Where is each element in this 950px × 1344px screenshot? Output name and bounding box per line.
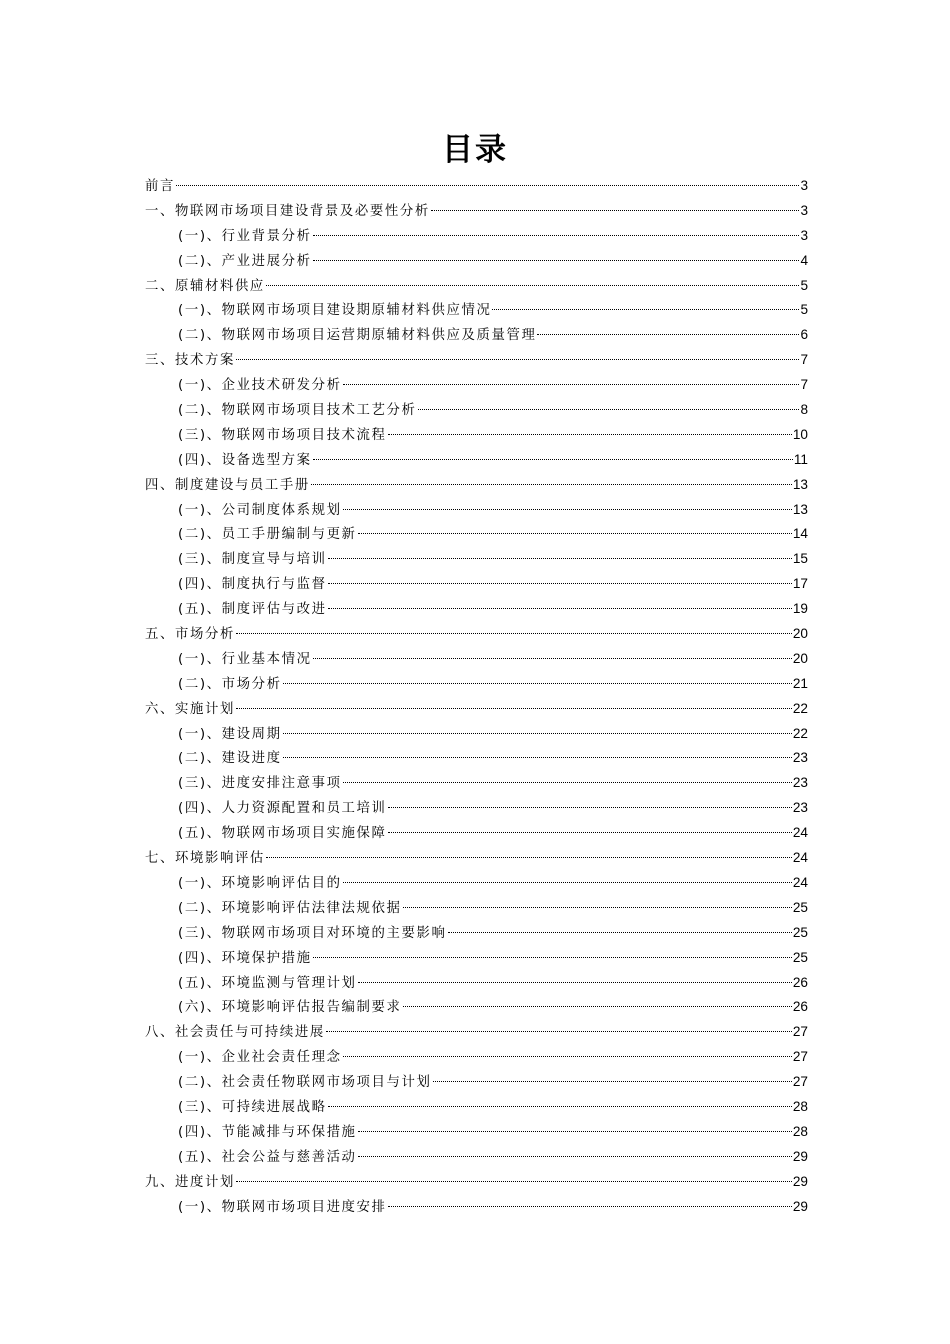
toc-leader-dots xyxy=(358,1142,792,1157)
toc-leader-dots xyxy=(311,470,792,485)
toc-page-number: 19 xyxy=(792,601,808,617)
toc-leader-dots xyxy=(236,1167,792,1182)
toc-page-number: 29 xyxy=(792,1148,808,1164)
toc-leader-dots xyxy=(313,644,792,659)
toc-page-number: 8 xyxy=(800,402,808,418)
toc-page-number: 11 xyxy=(793,451,808,467)
page-title: 目录 xyxy=(442,132,508,168)
toc-entry-label: (二)、环境影响评估法律法规依据 xyxy=(178,900,402,916)
toc-entry-label: (二)、员工手册编制与更新 xyxy=(178,527,357,543)
toc-leader-dots xyxy=(448,918,792,933)
toc-leader-dots xyxy=(283,719,792,734)
toc-page-number: 20 xyxy=(792,626,808,642)
toc-page-number: 22 xyxy=(792,700,808,716)
toc-entry-label: (五)、物联网市场项目实施保障 xyxy=(178,826,387,842)
toc-entry-label: (四)、人力资源配置和员工培训 xyxy=(178,801,387,817)
toc-page-number: 5 xyxy=(800,277,808,293)
toc-entry-label: (二)、社会责任物联网市场项目与计划 xyxy=(178,1075,432,1091)
toc-page-number: 7 xyxy=(800,377,808,393)
toc-entry-label: (五)、社会公益与慈善活动 xyxy=(178,1149,357,1165)
toc-entry-label: 六、实施计划 xyxy=(145,701,235,717)
toc-leader-dots xyxy=(313,221,800,236)
toc-leader-dots xyxy=(266,271,800,286)
toc-entry-label: 三、技术方案 xyxy=(145,353,235,369)
toc-entry-label: (四)、环境保护措施 xyxy=(178,950,312,966)
toc-entry-label: (二)、建设进度 xyxy=(178,751,282,767)
toc-page-number: 13 xyxy=(792,476,808,492)
toc-entry-label: 二、原辅材料供应 xyxy=(145,278,265,294)
toc-entry-label: 四、制度建设与员工手册 xyxy=(145,477,310,493)
toc-leader-dots xyxy=(388,1192,792,1207)
toc-page-number: 29 xyxy=(792,1173,808,1189)
toc-page-number: 4 xyxy=(800,252,808,268)
toc-page-number: 26 xyxy=(792,974,808,990)
toc-leader-dots xyxy=(343,868,792,883)
toc-entry-label: (四)、设备选型方案 xyxy=(178,452,312,468)
toc-leader-dots xyxy=(388,818,792,833)
toc-leader-dots xyxy=(313,445,793,460)
toc-page-number: 23 xyxy=(792,775,808,791)
toc-leader-dots xyxy=(328,544,792,559)
toc-entry-label: 七、环境影响评估 xyxy=(145,851,265,867)
toc-page-number: 22 xyxy=(792,725,808,741)
toc-leader-dots xyxy=(388,420,792,435)
toc-page-number: 10 xyxy=(792,426,808,442)
toc-entry-label: (六)、环境影响评估报告编制要求 xyxy=(178,1000,402,1016)
toc-leader-dots xyxy=(236,619,792,634)
toc-entry-label: 八、社会责任与可持续进展 xyxy=(145,1025,325,1041)
toc-page-number: 21 xyxy=(792,675,808,691)
toc-page-number: 20 xyxy=(792,650,808,666)
toc-page-number: 25 xyxy=(792,899,808,915)
toc-leader-dots xyxy=(403,992,792,1007)
toc-entry-label: (二)、物联网市场项目运营期原辅材料供应及质量管理 xyxy=(178,328,537,344)
toc-page-number: 5 xyxy=(800,302,808,318)
toc-page-number: 24 xyxy=(792,874,808,890)
toc-page-number: 23 xyxy=(792,750,808,766)
toc-entry-label: 五、市场分析 xyxy=(145,627,235,643)
toc-leader-dots xyxy=(313,943,792,958)
toc-leader-dots xyxy=(236,694,792,709)
toc-page-number: 6 xyxy=(800,327,808,343)
toc-subentry[interactable] xyxy=(145,1195,808,1220)
toc-entry-label: (一)、企业社会责任理念 xyxy=(178,1050,342,1066)
toc-page-number: 27 xyxy=(792,1074,808,1090)
toc-entry-label: 一、物联网市场项目建设背景及必要性分析 xyxy=(145,203,430,219)
toc-leader-dots xyxy=(343,370,800,385)
toc-entry-label: (四)、制度执行与监督 xyxy=(178,577,327,593)
toc-leader-dots xyxy=(343,768,792,783)
toc-entry-label: (一)、行业基本情况 xyxy=(178,651,312,667)
toc-page-number: 3 xyxy=(800,202,808,218)
toc-leader-dots xyxy=(492,295,799,310)
toc-leader-dots xyxy=(176,171,799,186)
toc-entry-label: (一)、环境影响评估目的 xyxy=(178,875,342,891)
toc-leader-dots xyxy=(328,594,792,609)
toc-leader-dots xyxy=(418,395,800,410)
toc-entry-label: (二)、产业进展分析 xyxy=(178,253,312,269)
toc-leader-dots xyxy=(283,669,792,684)
toc-leader-dots xyxy=(266,843,792,858)
toc-leader-dots xyxy=(431,196,800,211)
toc-list xyxy=(145,174,808,1219)
toc-leader-dots xyxy=(328,1092,792,1107)
toc-page-number: 7 xyxy=(800,352,808,368)
toc-leader-dots xyxy=(388,793,792,808)
toc-entry-label: (一)、行业背景分析 xyxy=(178,228,312,244)
toc-entry-label: (二)、市场分析 xyxy=(178,676,282,692)
toc-leader-dots xyxy=(326,1017,792,1032)
toc-leader-dots xyxy=(283,743,792,758)
toc-leader-dots xyxy=(403,893,792,908)
toc-leader-dots xyxy=(358,1117,792,1132)
toc-leader-dots xyxy=(537,320,799,335)
toc-page-number: 24 xyxy=(792,850,808,866)
toc-entry-label: (三)、物联网市场项目技术流程 xyxy=(178,427,387,443)
toc-page-number: 28 xyxy=(792,1123,808,1139)
toc-page-number: 3 xyxy=(800,227,808,243)
toc-entry-label: (五)、环境监测与管理计划 xyxy=(178,975,357,991)
toc-entry-label: 九、进度计划 xyxy=(145,1174,235,1190)
toc-leader-dots xyxy=(236,345,799,360)
toc-page-number: 27 xyxy=(792,1024,808,1040)
toc-leader-dots xyxy=(358,968,792,983)
toc-page-number: 13 xyxy=(792,501,808,517)
toc-entry-label: (三)、可持续进展战略 xyxy=(178,1099,327,1115)
toc-page-number: 25 xyxy=(792,949,808,965)
toc-leader-dots xyxy=(313,246,800,261)
toc-entry-label: (三)、物联网市场项目对环境的主要影响 xyxy=(178,925,447,941)
toc-page-number: 25 xyxy=(792,924,808,940)
toc-entry-label: (一)、物联网市场项目建设期原辅材料供应情况 xyxy=(178,303,492,319)
toc-page-number: 27 xyxy=(792,1049,808,1065)
toc-entry-label: (四)、节能减排与环保措施 xyxy=(178,1124,357,1140)
toc-entry-label: (三)、进度安排注意事项 xyxy=(178,776,342,792)
toc-page-number: 24 xyxy=(792,825,808,841)
toc-entry-label: (二)、物联网市场项目技术工艺分析 xyxy=(178,403,417,419)
toc-page-number: 23 xyxy=(792,800,808,816)
toc-leader-dots xyxy=(358,519,792,534)
toc-page-number: 29 xyxy=(792,1198,808,1214)
toc-page-number: 15 xyxy=(792,551,808,567)
toc-entry-label: (一)、建设周期 xyxy=(178,726,282,742)
toc-entry-label: (一)、企业技术研发分析 xyxy=(178,378,342,394)
toc-leader-dots xyxy=(343,1042,792,1057)
toc-entry-label: (三)、制度宣导与培训 xyxy=(178,552,327,568)
toc-entry-label: (五)、制度评估与改进 xyxy=(178,602,327,618)
toc-entry-label: 前言 xyxy=(145,179,175,194)
toc-leader-dots xyxy=(343,495,792,510)
toc-leader-dots xyxy=(328,569,792,584)
toc-entry-label: (一)、物联网市场项目进度安排 xyxy=(178,1199,387,1215)
toc-page-number: 26 xyxy=(792,999,808,1015)
toc-page-number: 28 xyxy=(792,1098,808,1114)
toc-page-number: 14 xyxy=(792,526,808,542)
toc-leader-dots xyxy=(433,1067,792,1082)
toc-page-number: 17 xyxy=(792,576,808,592)
toc-entry-label: (一)、公司制度体系规划 xyxy=(178,502,342,518)
toc-page-number: 3 xyxy=(800,178,808,193)
